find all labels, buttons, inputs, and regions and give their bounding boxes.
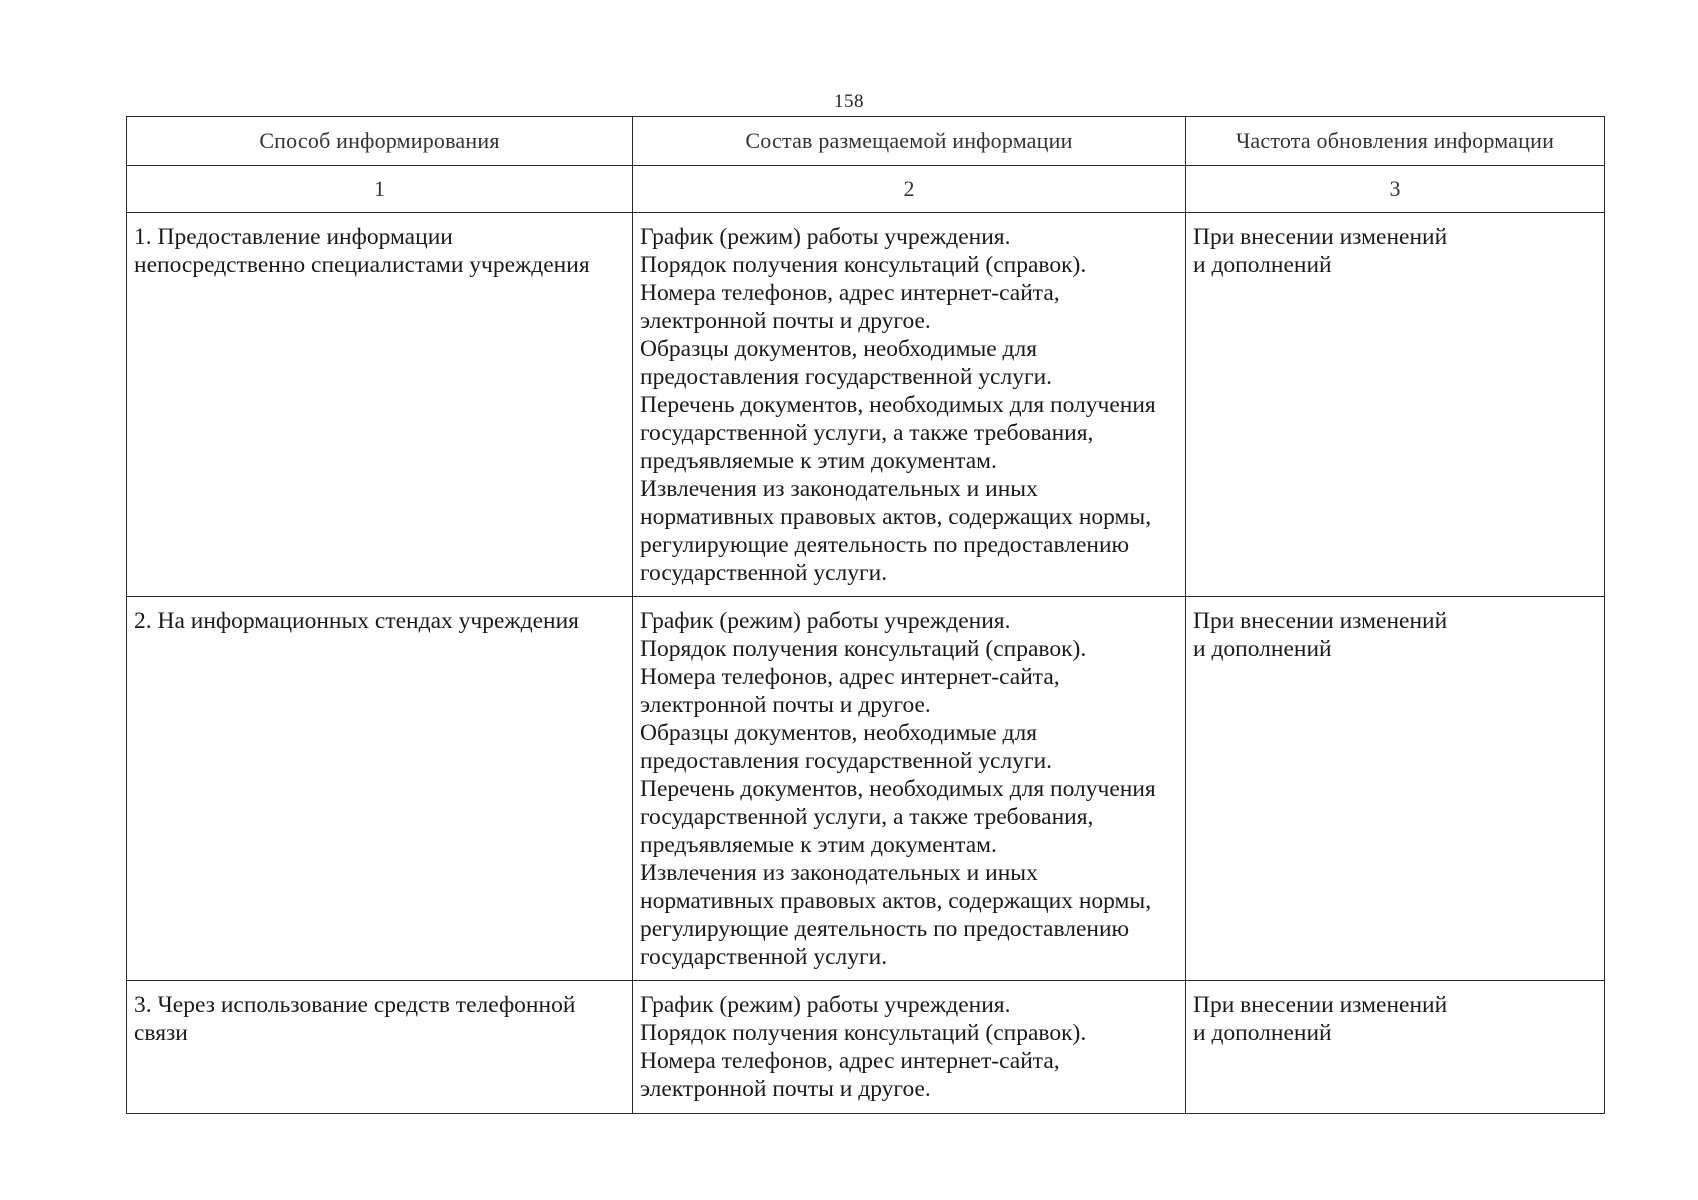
content-line: Порядок получения консультаций (справок).	[640, 636, 1087, 662]
method-cell	[127, 597, 633, 981]
content-line: График (режим) работы учреждения.	[640, 608, 1011, 634]
content-line: предоставления государственной услуги.	[640, 364, 1053, 390]
header-content: Состав размещаемой информации	[633, 117, 1186, 166]
column-number-1: 1	[127, 166, 633, 213]
frequency-line: При внесении изменений	[1193, 992, 1448, 1018]
content-line: электронной почты и другое.	[640, 308, 931, 334]
table-row	[127, 981, 1605, 1114]
header-method: Способ информирования	[127, 117, 633, 166]
content-line: государственной услуги.	[640, 944, 888, 970]
page-number: 158	[834, 91, 864, 112]
content-line: Образцы документов, необходимые для	[640, 336, 1038, 362]
content-line: Порядок получения консультаций (справок).	[640, 1020, 1087, 1046]
information-table	[126, 116, 1605, 1114]
content-line: предъявляемые к этим документам.	[640, 832, 997, 858]
method-cell	[127, 981, 633, 1114]
content-cell	[633, 981, 1186, 1114]
frequency-line: и дополнений	[1193, 636, 1332, 662]
content-line: государственной услуги, а также требования,	[640, 420, 1094, 446]
header-frequency: Частота обновления информации	[1186, 117, 1605, 166]
content-line: Номера телефонов, адрес интернет-сайта,	[640, 664, 1060, 690]
method-line: 1. Предоставление информации	[134, 224, 453, 250]
content-line: государственной услуги.	[640, 560, 888, 586]
column-number-row	[127, 166, 1605, 213]
content-line: нормативных правовых актов, содержащих нормы,	[640, 504, 1152, 530]
frequency-cell	[1186, 597, 1605, 981]
method-line: 3. Через использование средств телефонной	[134, 992, 576, 1018]
content-line: Порядок получения консультаций (справок).	[640, 252, 1087, 278]
frequency-line: При внесении изменений	[1193, 224, 1448, 250]
content-line: регулирующие деятельность по предоставлению	[640, 916, 1130, 942]
content-line: предъявляемые к этим документам.	[640, 448, 997, 474]
content-line: Извлечения из законодательных и иных	[640, 860, 1038, 886]
table-row	[127, 213, 1605, 597]
content-line: График (режим) работы учреждения.	[640, 992, 1011, 1018]
method-cell	[127, 213, 633, 597]
column-number-2: 2	[633, 166, 1186, 213]
content-line: Образцы документов, необходимые для	[640, 720, 1038, 746]
content-line: государственной услуги, а также требования,	[640, 804, 1094, 830]
content-line: электронной почты и другое.	[640, 1076, 931, 1102]
content-cell	[633, 597, 1186, 981]
frequency-line: и дополнений	[1193, 252, 1332, 278]
content-line: Перечень документов, необходимых для получения	[640, 776, 1156, 802]
content-line: Номера телефонов, адрес интернет-сайта,	[640, 280, 1060, 306]
frequency-line: При внесении изменений	[1193, 608, 1448, 634]
content-line: нормативных правовых актов, содержащих нормы,	[640, 888, 1152, 914]
frequency-line: и дополнений	[1193, 1020, 1332, 1046]
content-cell	[633, 213, 1186, 597]
method-line: связи	[134, 1020, 188, 1046]
table-row	[127, 597, 1605, 981]
content-line: График (режим) работы учреждения.	[640, 224, 1011, 250]
content-line: Перечень документов, необходимых для получения	[640, 392, 1156, 418]
frequency-cell	[1186, 981, 1605, 1114]
content-line: электронной почты и другое.	[640, 692, 931, 718]
content-line: Номера телефонов, адрес интернет-сайта,	[640, 1048, 1060, 1074]
content-line: регулирующие деятельность по предоставлению	[640, 532, 1130, 558]
content-line: предоставления государственной услуги.	[640, 748, 1053, 774]
column-number-3: 3	[1186, 166, 1605, 213]
method-line: непосредственно специалистами учреждения	[134, 252, 590, 278]
method-line: 2. На информационных стендах учреждения	[134, 608, 579, 634]
frequency-cell	[1186, 213, 1605, 597]
header-row	[127, 117, 1605, 166]
content-line: Извлечения из законодательных и иных	[640, 476, 1038, 502]
